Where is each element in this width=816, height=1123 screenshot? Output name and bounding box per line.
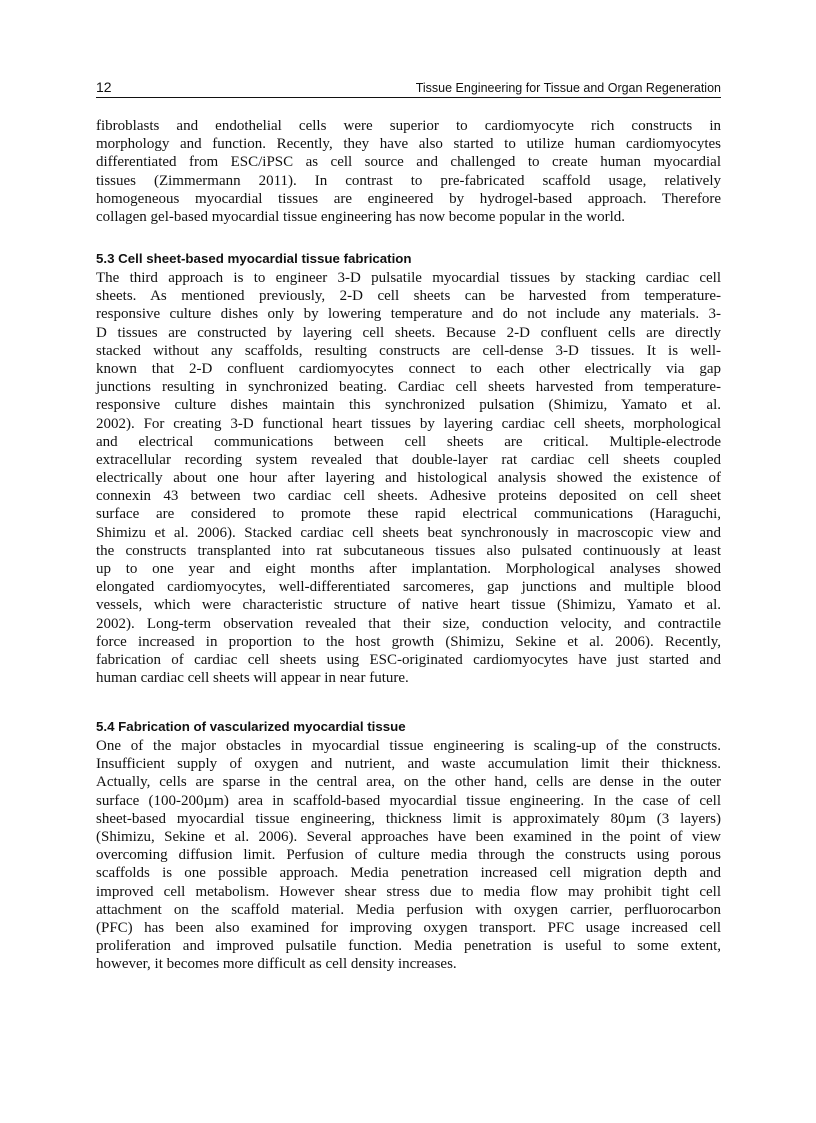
text-line: One of the major obstacles in myocardial tissue engineering is scaling-up of the constructs. bbox=[96, 738, 721, 754]
page-number: 12 bbox=[96, 79, 112, 95]
text-line: junctions resulting in synchronized beating. Cardiac cell sheets harvested from temperature- bbox=[96, 379, 721, 396]
text-line: known that 2-D confluent cardiomyocytes connect to each other electrically via gap bbox=[96, 360, 721, 377]
text-line: responsive culture dishes maintain this synchronized pulsation (Shimizu, Yamato et al. bbox=[96, 397, 721, 414]
paragraph-2 bbox=[96, 269, 721, 687]
text-line: proliferation and improved pulsatile function. Media penetration is useful to some extent, bbox=[96, 938, 721, 955]
text-line: Shimizu et al. 2006). Stacked cardiac cell sheets beat synchronously in macroscopic view and bbox=[96, 524, 721, 541]
paragraph-3 bbox=[96, 737, 721, 973]
text-line: D tissues are constructed by layering cell sheets. Because 2-D confluent cells are directly bbox=[96, 324, 721, 341]
text-line: 2002). Long-term observation revealed that their size, conduction velocity, and contractile bbox=[96, 615, 721, 632]
text-line: and electrical communications between cell sheets are critical. Multiple-electrode bbox=[96, 433, 721, 450]
text-line: improved cell metabolism. However shear stress due to media flow may prohibit tight cell bbox=[96, 883, 721, 900]
text-line: The third approach is to engineer 3-D pulsatile myocardial tissues by stacking cardiac cell bbox=[96, 270, 721, 286]
text-line: 2002). For creating 3-D functional heart tissues by layering cardiac cell sheets, morphological bbox=[96, 415, 721, 432]
text-line: overcoming diffusion limit. Perfusion of culture media through the constructs using porous bbox=[96, 847, 721, 864]
page-header bbox=[96, 79, 721, 98]
text-line: (PFC) has been also examined for improving oxygen transport. PFC usage increased cell bbox=[96, 919, 721, 936]
text-line: surface are considered to promote these rapid electrical communications (Haraguchi, bbox=[96, 506, 721, 523]
text-line: attachment on the scaffold material. Media perfusion with oxygen carrier, perfluorocarbon bbox=[96, 901, 721, 918]
text-line: scaffolds is one possible approach. Media penetration increased cell migration depth and bbox=[96, 865, 721, 882]
text-line: Actually, cells are sparse in the central area, on the other hand, cells are dense in the outer bbox=[96, 774, 721, 791]
text-line: (Shimizu, Sekine et al. 2006). Several approaches have been examined in the point of view bbox=[96, 828, 721, 845]
text-line: elongated cardiomyocytes, well-differentiated sarcomeres, gap junctions and multiple blood bbox=[96, 579, 721, 596]
text-line: sheets. As mentioned previously, 2-D cell sheets can be harvested from temperature- bbox=[96, 288, 721, 305]
text-line: the constructs transplanted into rat subcutaneous tissues also pulsated continuously at least bbox=[96, 542, 721, 559]
section-heading-5-3: 5.3 Cell sheet-based myocardial tissue fabrication bbox=[96, 251, 412, 266]
text-line: stacked without any scaffolds, resulting constructs are cell-dense 3-D tissues. It is well- bbox=[96, 342, 721, 359]
text-line: up to one year and eight months after implantation. Morphological analyses showed bbox=[96, 561, 721, 577]
running-title: Tissue Engineering for Tissue and Organ Regeneration bbox=[415, 81, 721, 95]
text-line: force increased in proportion to the host growth (Shimizu, Sekine et al. 2006). Recently, bbox=[96, 633, 721, 650]
text-line: electrically about one hour after layering and histological analysis showed the existence of bbox=[96, 470, 721, 487]
text-line: differentiated from ESC/iPSC as cell source and challenged to create human myocardial bbox=[96, 154, 721, 171]
text-line: homogeneous myocardial tissues are engineered by hydrogel-based approach. Therefore bbox=[96, 190, 721, 207]
text-line: tissues (Zimmermann 2011). In contrast to pre-fabricated scaffold usage, relatively bbox=[96, 172, 721, 189]
text-line: vessels, which were characteristic structure of native heart tissue (Shimizu, Yamato et al. bbox=[96, 597, 721, 614]
text-line: collagen gel-based myocardial tissue engineering has now become popular in the world. bbox=[96, 208, 625, 225]
text-line: responsive culture dishes only by lowering temperature and do not include any materials. 3- bbox=[96, 306, 721, 323]
text-line: Insufficient supply of oxygen and nutrient, and waste accumulation limit their thickness. bbox=[96, 756, 721, 773]
paragraph-1 bbox=[96, 117, 721, 226]
text-line: however, it becomes more difficult as cell density increases. bbox=[96, 956, 457, 973]
text-line: human cardiac cell sheets will appear in near future. bbox=[96, 670, 409, 687]
text-line: connexin 43 between two cardiac cell sheets. Adhesive proteins deposited on cell sheet bbox=[96, 488, 721, 505]
text-line: fabrication of cardiac cell sheets using ESC-originated cardiomyocytes have just started and bbox=[96, 651, 721, 668]
text-line: sheet-based myocardial tissue engineering, thickness limit is approximately 80µm (3 layers) bbox=[96, 810, 721, 827]
text-line: surface (100-200µm) area in scaffold-based myocardial tissue engineering. In the case of cell bbox=[96, 792, 721, 809]
text-line: morphology and function. Recently, they have also started to utilize human cardiomyocytes bbox=[96, 136, 721, 153]
text-line: extracellular recording system revealed that double-layer rat cardiac cell sheets coupled bbox=[96, 451, 721, 468]
section-heading-5-4: 5.4 Fabrication of vascularized myocardial tissue bbox=[96, 719, 406, 734]
text-line: fibroblasts and endothelial cells were superior to cardiomyocyte rich constructs in bbox=[96, 118, 721, 134]
